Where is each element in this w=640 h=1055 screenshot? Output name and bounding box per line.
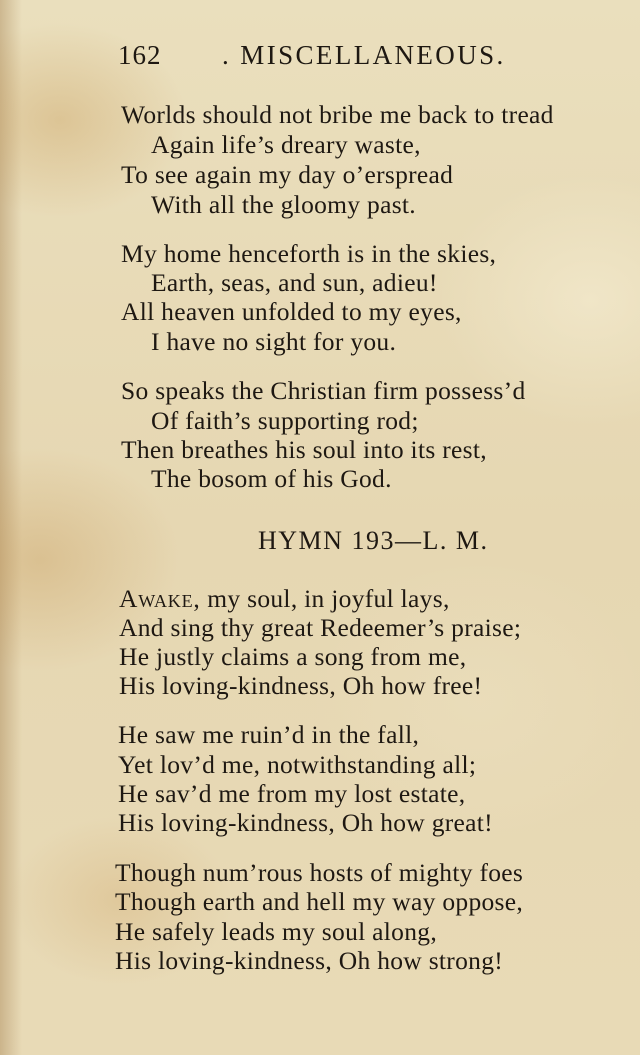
verse-line: Again life’s dreary waste, [151,130,421,159]
verse-line: To see again my day o’erspread [121,160,454,189]
verse-line: He saw me ruin’d in the fall, [118,720,420,749]
verse-line: Of faith’s supporting rod; [151,406,419,435]
verse-line: Worlds should not bribe me back to tread [121,100,554,129]
running-head: . MISCELLANEOUS. [222,40,506,70]
verse-line: Then breathes his soul into its rest, [121,435,487,464]
verse-line: Though num’rous hosts of mighty foes [115,858,524,887]
verse-line: And sing thy great Redeemer’s praise; [119,613,522,642]
verse-line: He justly claims a song from me, [119,642,467,671]
verse-line: Though earth and hell my way oppose, [115,887,524,916]
verse-line: So speaks the Christian firm possess’d [121,376,526,405]
verse-line: The bosom of his God. [151,464,392,493]
page-header [0,40,640,80]
verse-line: Earth, seas, and sun, adieu! [151,268,438,297]
verse-line: All heaven unfolded to my eyes, [121,297,462,326]
first-line-rest: my soul, in joyful lays, [200,584,450,613]
verse-line: Yet lov’d me, notwithstanding all; [118,750,477,779]
verse-line: He sav’d me from my lost estate, [118,779,466,808]
verse-line: His loving-kindness, Oh how great! [118,808,493,837]
verse-line: His loving-kindness, Oh how free! [119,671,483,700]
page-number: 162 [118,40,162,70]
verse-line: His loving-kindness, Oh how strong! [115,946,504,975]
verse-line: I have no sight for you. [151,327,397,356]
verse-line-first [119,584,450,614]
opening-word: Awake, [119,584,201,613]
verse-line: He safely leads my soul along, [115,917,438,946]
verse-line: With all the gloomy past. [151,190,416,219]
hymn-title: HYMN 193—L. M. [258,526,489,555]
verse-line: My home henceforth is in the skies, [121,239,497,268]
